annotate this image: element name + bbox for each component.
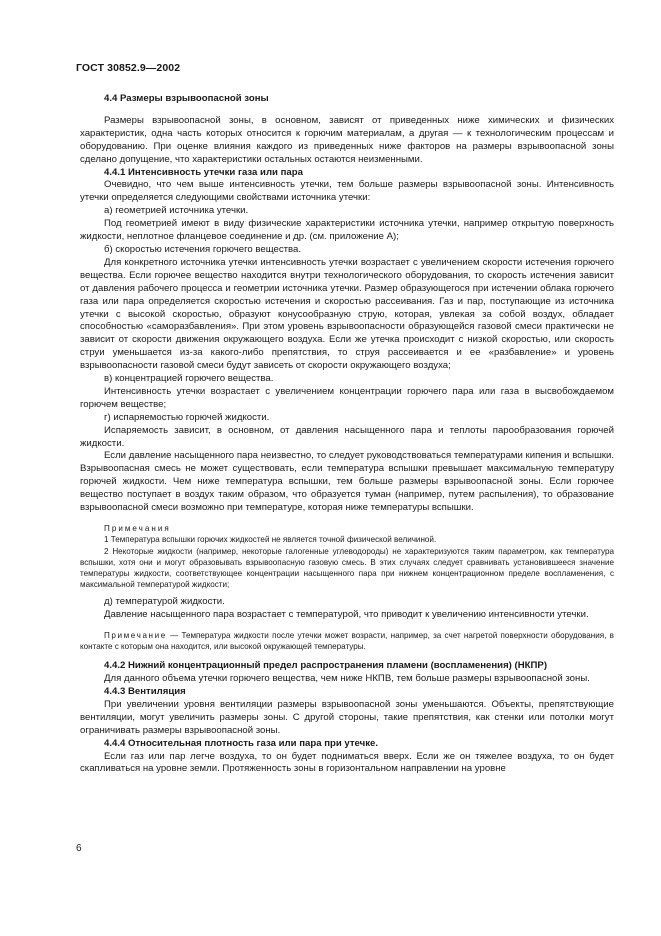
section-4-4-4-heading: 4.4.4 Относительная плотность газа или пара при утечке. — [104, 737, 379, 749]
item-e-label: д) температурой жидкости. — [104, 595, 225, 607]
section-4-4-heading: 4.4 Размеры взрывоопасной зоны — [104, 93, 269, 104]
item-d-label: г) испаряемостью горючей жидкости. — [104, 411, 270, 423]
section-4-4-3-paragraph: При увеличении уровня вентиляции размеры взрывоопасной зоны уменьшаются. Объекты, препятствующие вентиляции, могут увеличить размеры зоны. С другой стороны, такие препятствия, как стенки или потолки могут ограничивать размеры взрывоопасной зоны. — [80, 698, 614, 736]
section-4-4-2-paragraph: Для данного объема утечки горючего вещества, чем ниже НКПВ, тем больше размеры взрывоопасной зоны. — [104, 673, 590, 685]
section-4-4-2-heading: 4.4.2 Нижний концентрационный предел распространения пламени (воспламенения) (НКПР) — [104, 660, 548, 672]
item-c-text: Интенсивность утечки возрастает с увеличением концентрации горючего пара или газа в высвобождаемом горючем веществе; — [80, 385, 614, 410]
section-4-4-1-heading: 4.4.1 Интенсивность утечки газа или пара — [104, 166, 303, 178]
section-4-4-1-paragraph: Очевидно, что чем выше интенсивность утечки, тем больше размеры взрывоопасной зоны. Интенсивность утечки определяется следующими свойствами источника утечки: — [80, 179, 614, 204]
note-2: 2 Некоторые жидкости (например, некоторые галогенные углеводороды) не характеризуются таким параметром, как температура вспышки, хотя они и могут образовывать взрывоопасную газовую смесь. В этих случаях следует сравнивать установившееся значение температуры жидкости, соответствующее концентрации насыщенного пара при нижнем концентрационном пределе воспламенения, с максимальной температурой жидкости; — [80, 546, 614, 590]
notes-heading: Примечания — [104, 524, 171, 533]
item-b-text: Для конкретного источника утечки интенсивность утечки возрастает с увеличением скорости истечения горючего вещества. Если горючее вещество находится внутри технологического оборудования, то скорость истечения зависит от давления рабочего процесса и геометрии источника утечки. Размер образующегося при истечении облака горючего газа или пара определяется скоростью истечения и скоростью рассеивания. Газ и пар, поступающие из источника утечки с высокой скоростью, образуют конусообразную струю, которая, увлекая за собой воздух, обладает способностью «саморазбавления». При этом уровень взрывоопасности образующейся газовой смеси практически не зависит от скорости движения окружающего воздуха. Если же утечка происходит с низкой скоростью, или скорость струи уменьшается из-за какого-либо препятствия, то струя рассеивается и ее «разбавление» и уровень взрывоопасности газовой смеси будут зависеть от скорости окружающего воздуха; — [80, 256, 614, 372]
document-body — [80, 92, 614, 776]
item-a-text: Под геометрией имеют в виду физические характеристики источника утечки, например открытую поверхность жидкости, неплотное фланцевое соединение и др. (см. приложение А); — [80, 218, 614, 243]
section-4-4-4-paragraph: Если газ или пар легче воздуха, то он будет подниматься вверх. Если же он тяжелее воздуха, то он будет скапливаться на уровне земли. Протяженность зоны в горизонтальном направлении на уровне — [80, 750, 614, 775]
item-a-label: а) геометрией источника утечки. — [104, 205, 249, 217]
item-c-label: в) концентрацией горючего вещества. — [104, 373, 274, 385]
note-3-heading: Примечание — [104, 630, 167, 640]
section-4-4-paragraph: Размеры взрывоопасной зоны, в основном, зависят от приведенных ниже химических и физических характеристик, одна часть которых относится к горючим материалам, а другая — к технологическим процессам и оборудованию. При оценке влияния каждого из приведенных ниже факторов на размеры взрывоопасной зоны сделано допущение, что характеристики остальных остаются неизменными. — [80, 114, 614, 165]
item-b-label: б) скоростью истечения горючего вещества. — [104, 243, 302, 255]
note-1: 1 Температура вспышки горючих жидкостей не является точной физической величиной. — [104, 535, 437, 545]
note-3-text: — Температура жидкости после утечки может возрасти, например, за счет нагретой поверхности оборудования, в контакте с которым она находится, или высокой окружающей температуры. — [80, 630, 614, 651]
item-d-text-1: Испаряемость зависит, в основном, от давления насыщенного пара и теплоты парообразования горючей жидкости. — [80, 424, 614, 449]
item-e-text: Давление насыщенного пара возрастает с температурой, что приводит к увеличению интенсивности утечки. — [104, 608, 589, 620]
page-number: 6 — [76, 843, 82, 854]
note-3 — [80, 630, 614, 653]
section-4-4-3-heading: 4.4.3 Вентиляция — [104, 686, 186, 697]
document-code-header: ГОСТ 30852.9—2002 — [76, 62, 181, 74]
item-d-text-2: Если давление насыщенного пара неизвестно, то следует руководствоваться температурами кипения и вспышки. Взрывоопасная смесь не может существовать, если температура вспышки превышает максимальную температуру горючей жидкости. Чем ниже температура вспышки, тем больше размеры взрывоопасной зоны. Если горючее вещество поступает в воздух таким образом, что образуется туман (например, путем распыления), то образование взрывоопасной смеси возможно при температуре, которая ниже температуры вспышки. — [80, 450, 614, 514]
